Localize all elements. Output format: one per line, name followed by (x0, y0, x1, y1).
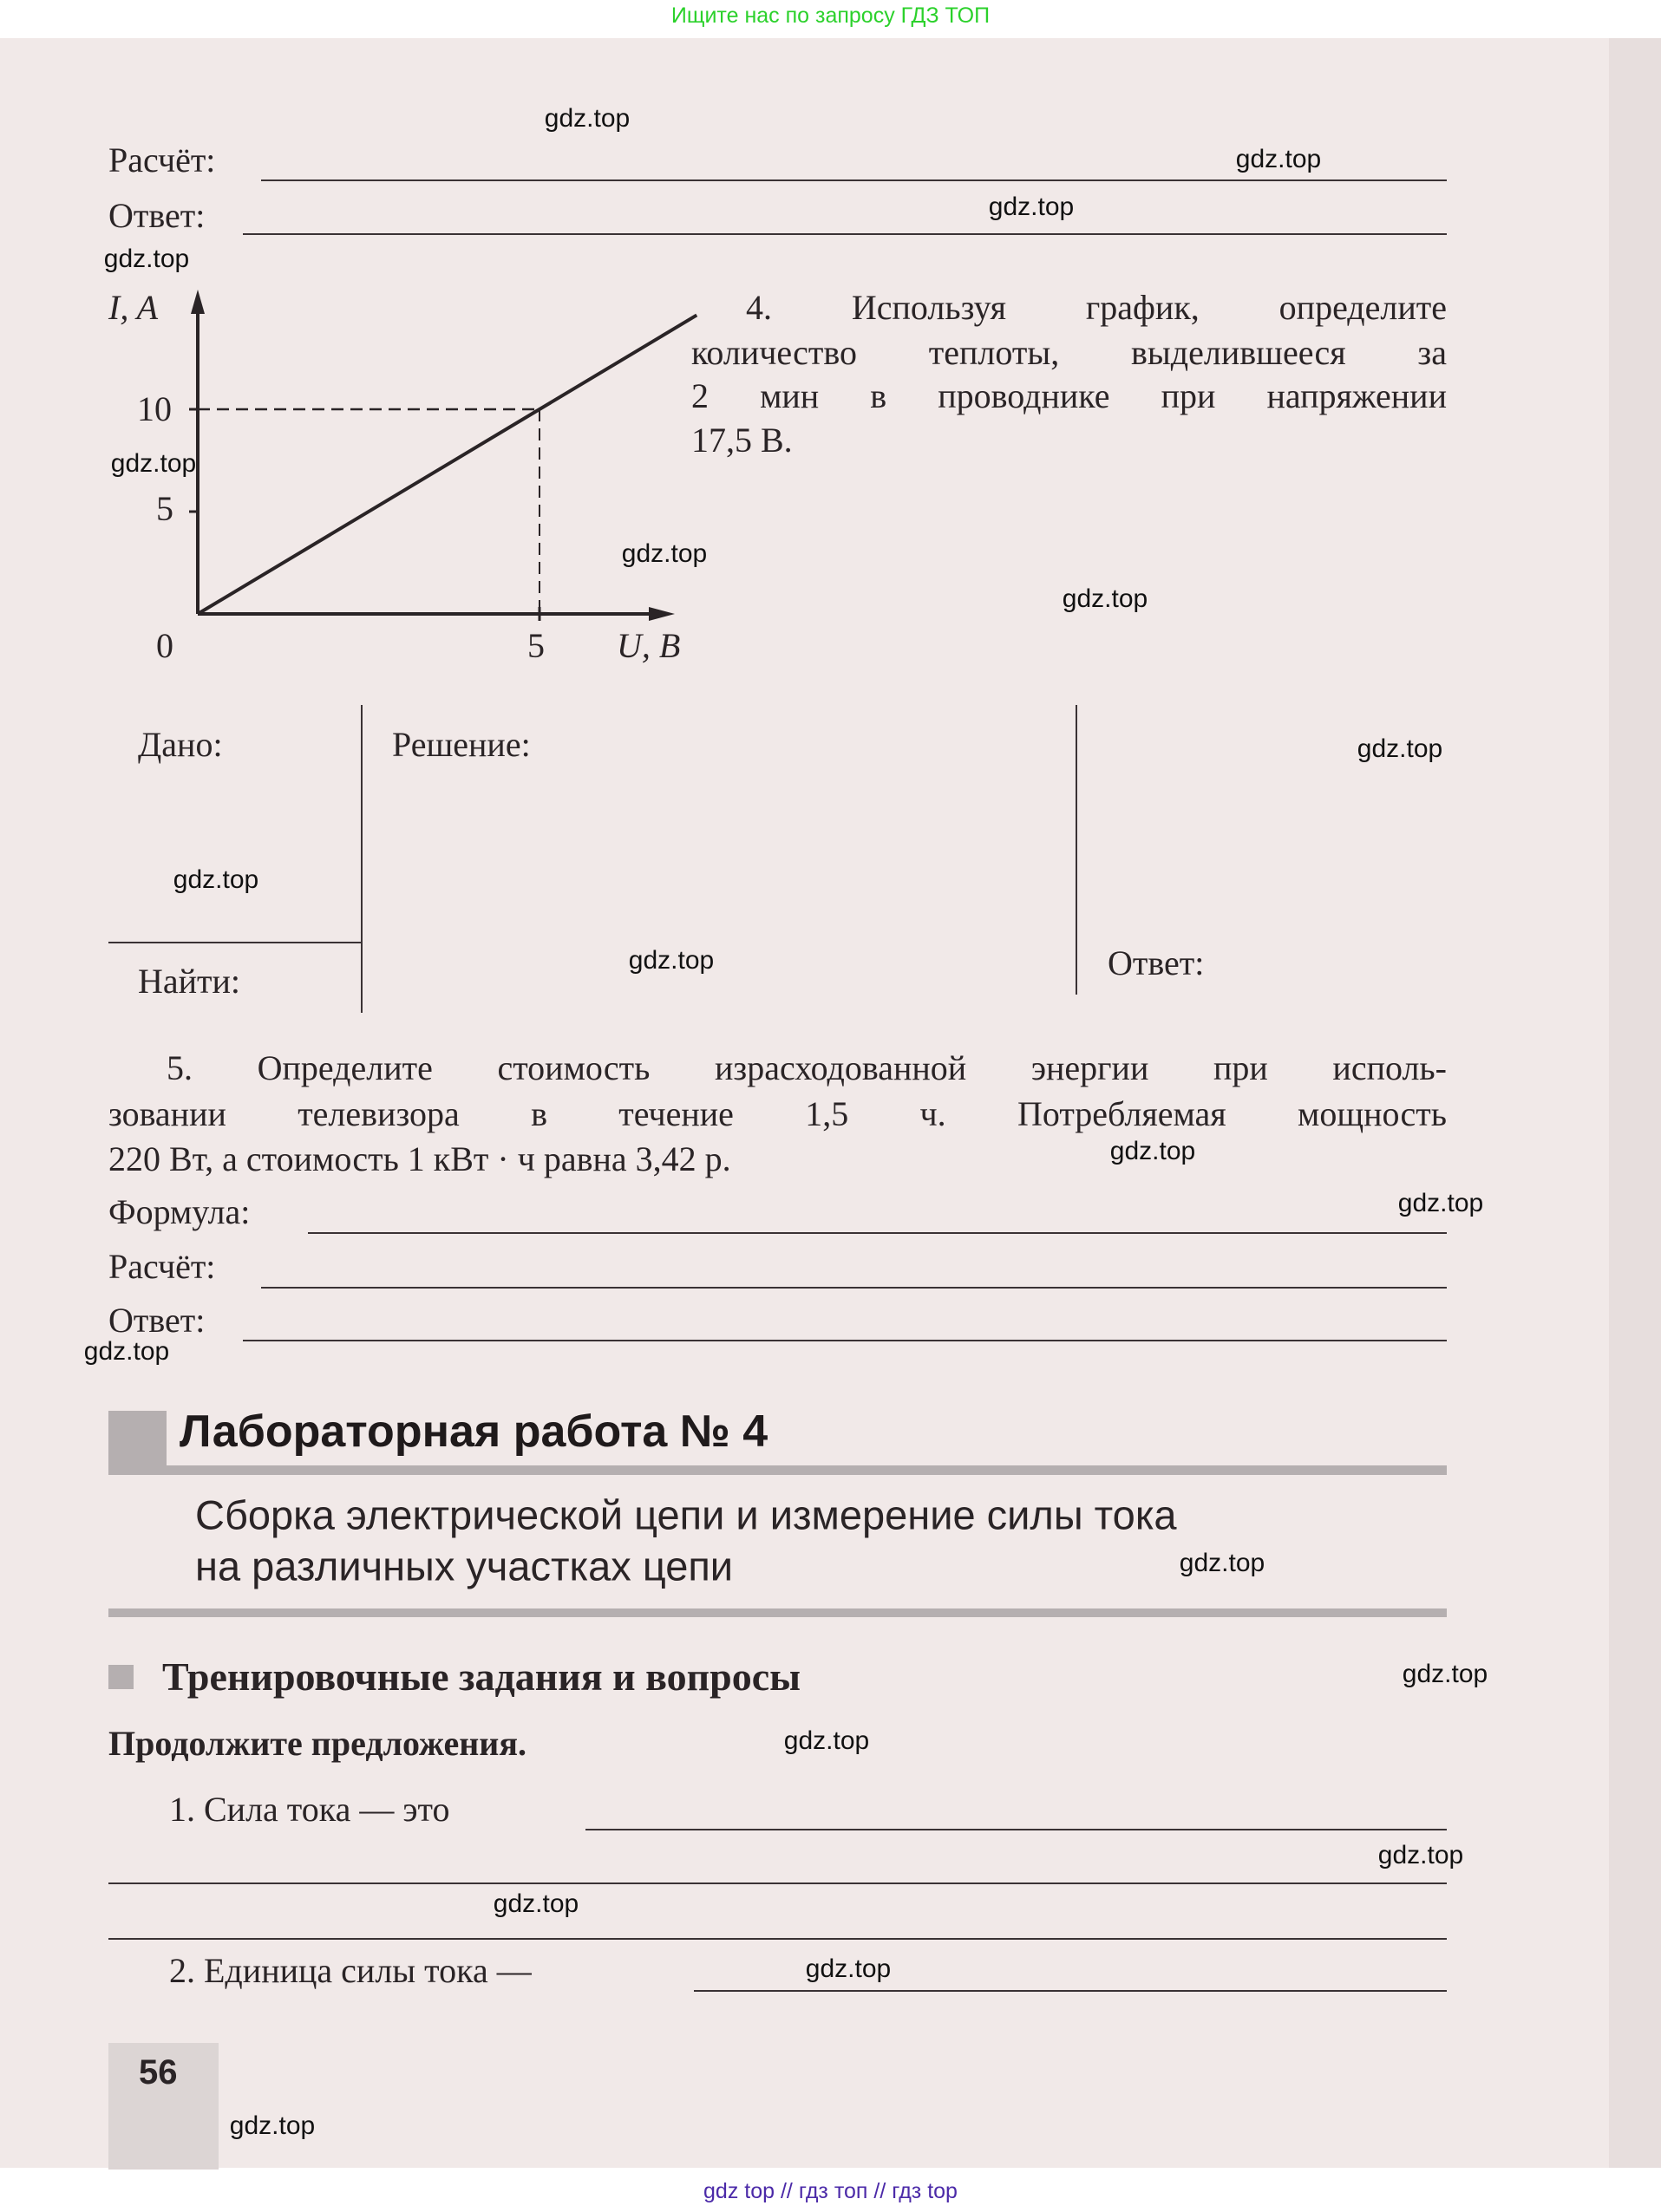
series-line (198, 315, 696, 614)
watermark: gdz.top (1062, 584, 1148, 613)
training-heading: Тренировочные задания и вопросы (162, 1654, 801, 1699)
lab-title: Лабораторная работа № 4 (180, 1406, 768, 1457)
watermark: gdz.top (173, 865, 259, 894)
formula-label: Формула: (108, 1192, 251, 1231)
answer-line (243, 1340, 1447, 1341)
question-1: 1. Сила тока — это (169, 1790, 450, 1829)
current-voltage-chart (0, 0, 781, 694)
top-banner[interactable]: Ищите нас по запросу ГДЗ ТОП (670, 3, 991, 28)
calc-label: Расчёт: (108, 1247, 216, 1286)
section-bar (108, 1608, 1447, 1617)
page-edge (1609, 38, 1661, 2168)
y-tick-label-10: 10 (137, 389, 172, 428)
watermark: gdz.top (621, 539, 708, 568)
task4-line: 17,5 В. (691, 421, 793, 460)
table-divider (361, 705, 363, 1013)
watermark: gdz.top (1357, 734, 1443, 763)
header-marker (108, 1411, 167, 1471)
q1-answer-line (108, 1882, 1447, 1884)
calc-line (261, 1287, 1447, 1289)
y-tick-label-5: 5 (156, 489, 173, 528)
task5-line: 220 Вт, а стоимость 1 кВт · ч равна 3,42 р. (108, 1139, 731, 1178)
task5-line: зовании телевизора в течение 1,5 ч. Потребляемая мощность (108, 1094, 1447, 1133)
watermark: gdz.top (1179, 1549, 1265, 1577)
question-2: 2. Единица силы тока — (169, 1951, 532, 1990)
watermark: gdz.top (1402, 1660, 1488, 1688)
watermark: gdz.top (229, 2111, 316, 2140)
watermark: gdz.top (83, 1337, 170, 1366)
bottom-banner[interactable]: gdz top // гдз топ // гдз top (703, 2179, 958, 2203)
watermark: gdz.top (493, 1889, 579, 1918)
origin-label: 0 (156, 626, 173, 665)
task5-line: 5. Определите стоимость израсходованной энергии при исполь- (167, 1048, 1447, 1087)
y-axis-label: I, A (108, 288, 159, 327)
x-axis-label: U, B (617, 626, 681, 665)
x-axis-arrow-icon (649, 607, 675, 621)
lab-subtitle: на различных участках цепи (195, 1543, 734, 1589)
header-bar (108, 1465, 1447, 1475)
table-answer-label: Ответ: (1108, 943, 1205, 982)
formula-line (308, 1232, 1447, 1234)
given-label: Дано: (138, 725, 223, 764)
instruction: Продолжите предложения. (108, 1724, 526, 1763)
x-tick-label-5: 5 (527, 626, 545, 665)
watermark: gdz.top (110, 449, 197, 478)
watermark: gdz.top (1109, 1137, 1196, 1165)
answer-label: Ответ: (108, 1301, 206, 1340)
q2-answer-line (694, 1990, 1447, 1992)
square-bullet-icon (108, 1665, 134, 1689)
watermark: gdz.top (103, 245, 190, 273)
calc-label: Расчёт: (108, 140, 216, 179)
table-divider (1076, 705, 1077, 995)
solution-label: Решение: (392, 725, 531, 764)
lab-subtitle: Сборка электрической цепи и измерение силы тока (195, 1491, 1177, 1538)
q1-answer-line (108, 1938, 1447, 1940)
watermark: gdz.top (544, 104, 631, 133)
watermark: gdz.top (805, 1954, 892, 1983)
watermark: gdz.top (1377, 1841, 1464, 1869)
task4-line: 2 мин в проводнике при напряжении (691, 376, 1447, 415)
page-number: 56 (139, 2053, 178, 2091)
q1-answer-line (585, 1829, 1447, 1830)
table-divider (108, 942, 362, 943)
y-axis-arrow-icon (191, 290, 205, 314)
task4-line: 4. Используя график, определите (746, 288, 1447, 327)
watermark: gdz.top (783, 1726, 870, 1755)
watermark: gdz.top (1235, 145, 1322, 173)
watermark: gdz.top (1397, 1189, 1484, 1217)
find-label: Найти: (138, 962, 241, 1001)
watermark: gdz.top (988, 192, 1075, 221)
task4-line: количество теплоты, выделившееся за (691, 333, 1447, 372)
watermark: gdz.top (628, 946, 715, 975)
answer-label: Ответ: (108, 196, 206, 235)
